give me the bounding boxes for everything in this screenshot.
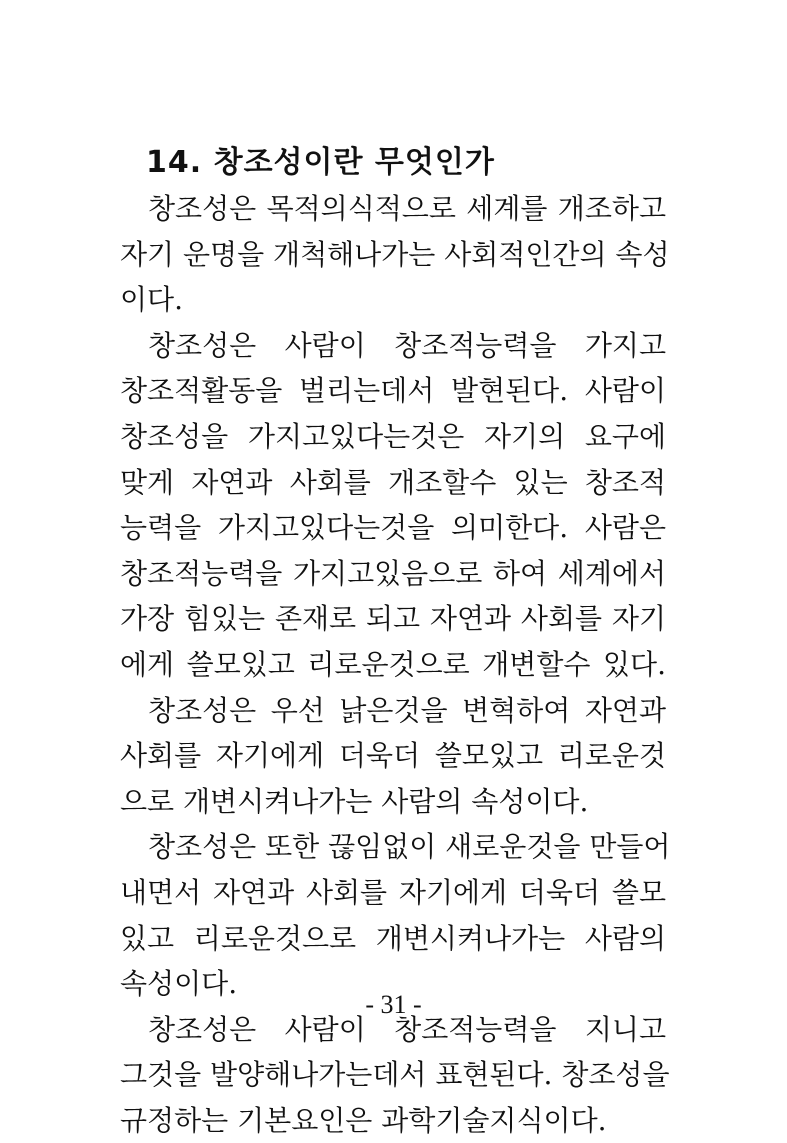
text-line-4: 창조성은 사람이 창조적능력을 가지고 <box>148 328 666 362</box>
page-number: - 31 - <box>365 990 422 1019</box>
text-line-3: 이다. <box>120 283 183 317</box>
text-line-21: 규정하는 기본요인은 과학기술지식이다. <box>120 1103 607 1137</box>
text-line-10: 가장 힘있는 존재로 되고 자연과 사회를 자기 <box>120 602 666 636</box>
text-line-8: 능력을 가지고있다는것을 의미한다. 사람은 <box>120 511 666 545</box>
text-line-2: 자기 운명을 개척해나가는 사회적인간의 속성 <box>120 237 670 271</box>
text-line-11: 에게 쓸모있고 리로운것으로 개변할수 있다. <box>120 647 666 681</box>
text-line-1: 창조성은 목적의식적으로 세계를 개조하고 <box>148 192 666 225</box>
text-line-9: 창조적능력을 가지고있음으로 하여 세계에서 <box>120 556 666 590</box>
text-line-12: 창조성은 우선 낡은것을 변혁하여 자연과 <box>148 693 666 727</box>
text-line-17: 있고 리로운것으로 개변시켜나가는 사람의 <box>120 921 666 955</box>
text-line-6: 창조성을 가지고있다는것은 자기의 요구에 <box>120 419 666 453</box>
text-line-7: 맞게 자연과 사회를 개조할수 있는 창조적 <box>120 465 666 499</box>
text-line-15: 창조성은 또한 끊임없이 새로운것을 만들어 <box>148 830 671 864</box>
text-line-13: 사회를 자기에게 더욱더 쓸모있고 리로운것 <box>120 739 666 773</box>
text-line-14: 으로 개변시켜나가는 사람의 속성이다. <box>120 784 589 818</box>
section-heading: 14. 창조성이란 무엇인가 <box>146 145 495 180</box>
text-line-19: 창조성은 사람이 창조적능력을 지니고 <box>148 1012 666 1046</box>
text-line-5: 창조적활동을 벌리는데서 발현된다. 사람이 <box>120 374 666 408</box>
text-line-20: 그것을 발양해나가는데서 표현된다. 창조성을 <box>120 1058 670 1092</box>
text-line-18: 속성이다. <box>120 967 238 1001</box>
text-line-16: 내면서 자연과 사회를 자기에게 더욱더 쓸모 <box>120 875 666 909</box>
